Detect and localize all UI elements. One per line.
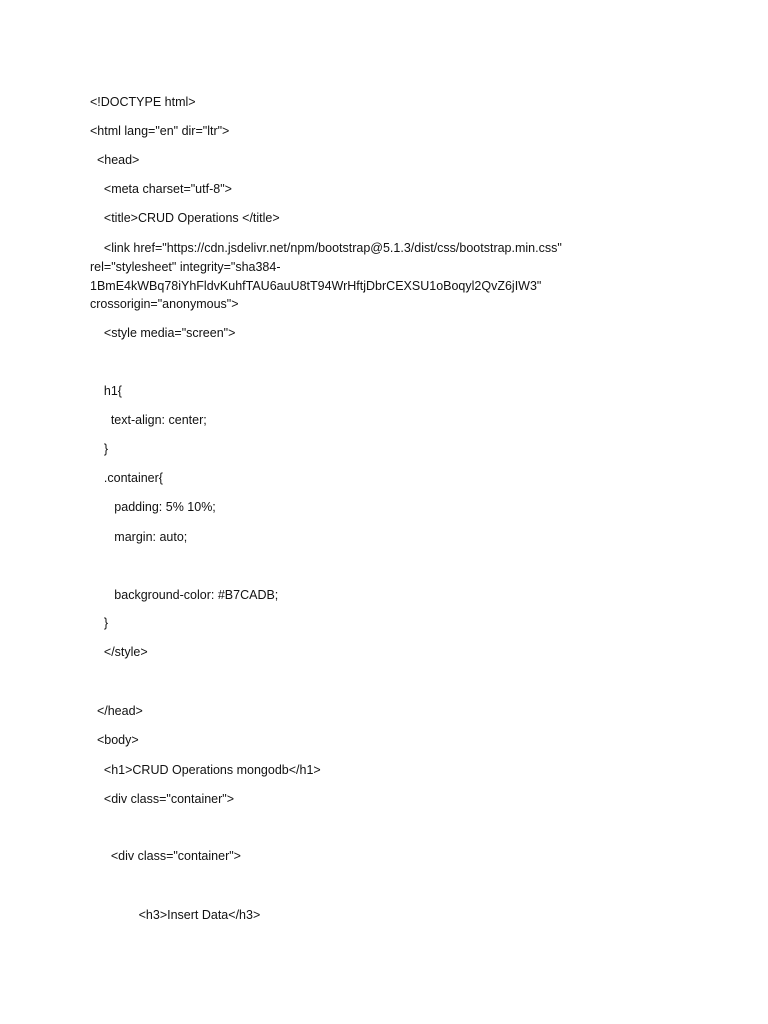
code-line: background-color: #B7CADB;	[90, 588, 279, 602]
code-line: <!DOCTYPE html>	[90, 95, 196, 109]
code-line: }	[90, 616, 109, 630]
code-line: <head>	[90, 153, 140, 167]
code-line: <style media="screen">	[90, 326, 236, 340]
code-line: margin: auto;	[90, 530, 188, 544]
code-line: 1BmE4kWBq78iYhFldvKuhfTAU6auU8tT94WrHftjDbrCEXSU1oBoqyl2QvZ6jIW3"	[90, 279, 542, 293]
code-line: <h1>CRUD Operations mongodb</h1>	[90, 763, 321, 777]
code-line: <body>	[90, 733, 139, 747]
code-line: <link href="https://cdn.jsdelivr.net/npm/bootstrap@5.1.3/dist/css/bootstrap.min.css"	[90, 241, 562, 255]
code-line: .container{	[90, 471, 163, 485]
code-line: }	[90, 442, 109, 456]
code-line: rel="stylesheet" integrity="sha384-	[90, 260, 281, 274]
code-line: </head>	[90, 704, 143, 718]
code-line: </style>	[90, 645, 148, 659]
code-line: <title>CRUD Operations </title>	[90, 211, 280, 225]
code-line: text-align: center;	[90, 413, 207, 427]
code-line: <html lang="en" dir="ltr">	[90, 124, 230, 138]
code-line: h1{	[90, 384, 122, 398]
code-line: <div class="container">	[90, 792, 235, 806]
code-line: <meta charset="utf-8">	[90, 182, 232, 196]
code-line: crossorigin="anonymous">	[90, 297, 239, 311]
code-line: <h3>Insert Data</h3>	[90, 908, 261, 922]
code-line: <div class="container">	[90, 849, 241, 863]
code-line: padding: 5% 10%;	[90, 500, 216, 514]
